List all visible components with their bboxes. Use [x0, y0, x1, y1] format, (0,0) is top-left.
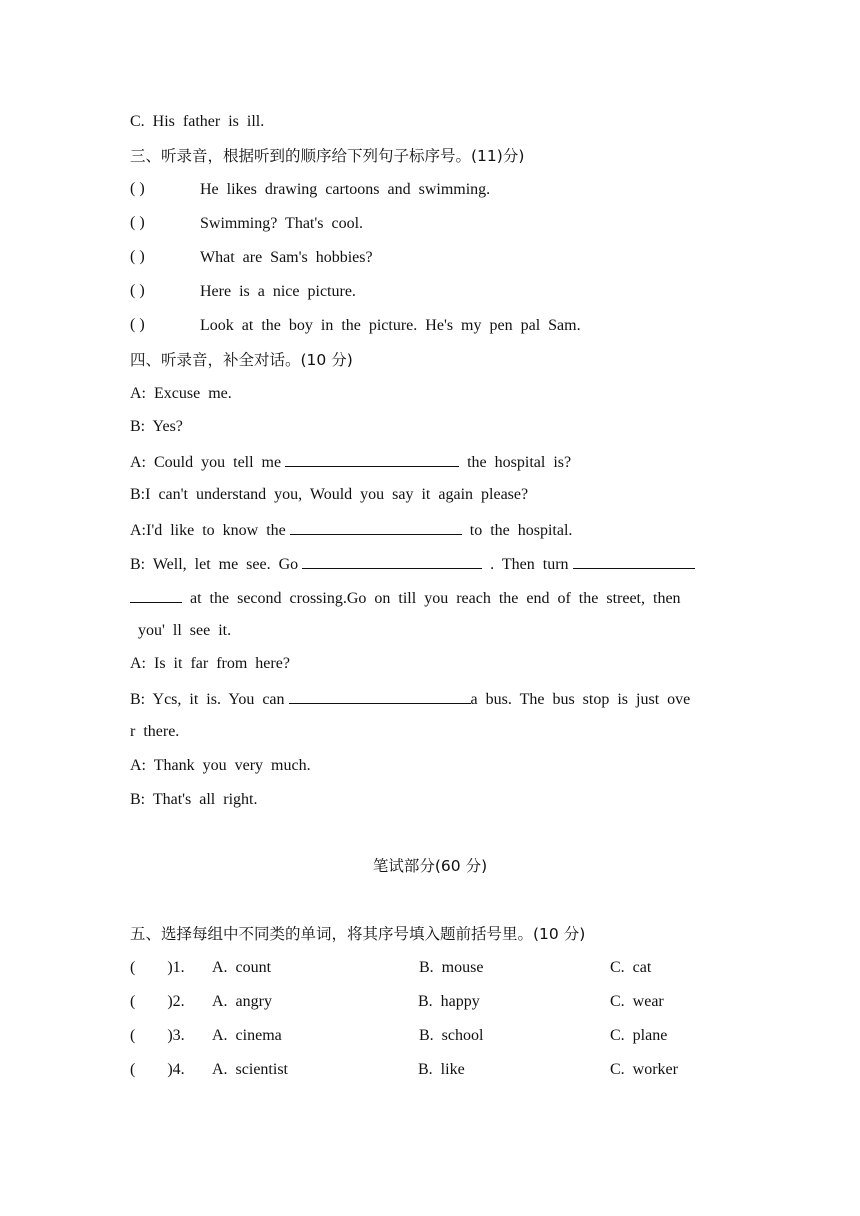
dialogue-line: A: Excuse me.: [130, 385, 232, 402]
sentence-text: What are Sam's hobbies?: [200, 249, 373, 266]
answer-paren[interactable]: ( ): [130, 180, 145, 197]
sentence-text: Swimming? That's cool.: [200, 215, 364, 232]
dialogue-line: A: Is it far from here?: [130, 655, 290, 672]
section4-heading: 四、听录音，补全对话。(10 分): [130, 351, 353, 369]
option-b: B. mouse: [419, 959, 484, 976]
option-a: A. angry: [212, 993, 272, 1010]
dialogue-line: B:I can't understand you, Would you say it again please?: [130, 486, 529, 503]
option-a: A. scientist: [212, 1061, 288, 1078]
dialogue-line: r there.: [130, 723, 180, 740]
option-a: A. cinema: [212, 1027, 282, 1044]
option-c: C. cat: [610, 959, 652, 976]
section5-heading: 五、选择每组中不同类的单词，将其序号填入题前括号里。(10 分): [130, 925, 586, 943]
sentence-text: Look at the boy in the picture. He's my pen pal Sam.: [200, 317, 581, 334]
answer-paren[interactable]: ( )1.: [130, 959, 185, 976]
option-c: C. worker: [610, 1061, 678, 1078]
dialogue-line: B: Well, let me see. Go . Then turn: [130, 553, 695, 575]
answer-paren[interactable]: ( )2.: [130, 993, 185, 1010]
dialogue-line: A: Could you tell me the hospital is?: [130, 451, 571, 473]
answer-paren[interactable]: ( )3.: [130, 1027, 185, 1044]
section3-heading: 三、听录音，根据听到的顺序给下列句子标序号。(11)分): [130, 147, 525, 165]
dialogue-line: A:I'd like to know the to the hospital.: [130, 519, 572, 541]
fill-blank[interactable]: [302, 553, 482, 569]
fill-blank[interactable]: [290, 519, 462, 535]
answer-paren[interactable]: ( ): [130, 316, 145, 333]
option-c: C. plane: [610, 1027, 668, 1044]
fill-blank[interactable]: [285, 451, 459, 467]
sentence-text: He likes drawing cartoons and swimming.: [200, 181, 491, 198]
answer-paren[interactable]: ( ): [130, 214, 145, 231]
sentence-text: Here is a nice picture.: [200, 283, 356, 300]
option-c-line: C. His father is ill.: [130, 113, 265, 130]
option-b: B. school: [419, 1027, 484, 1044]
dialogue-line: at the second crossing.Go on till you reach the end of the street, then: [130, 587, 681, 609]
dialogue-line: B: Ycs, it is. You can a bus. The bus stop is just ove: [130, 688, 690, 710]
option-b: B. like: [418, 1061, 465, 1078]
dialogue-line: B: Yes?: [130, 418, 183, 435]
option-a: A. count: [212, 959, 272, 976]
fill-blank[interactable]: [573, 553, 695, 569]
dialogue-line: you' ll see it.: [138, 622, 232, 639]
option-c: C. wear: [610, 993, 664, 1010]
fill-blank[interactable]: [289, 688, 471, 704]
answer-paren[interactable]: ( ): [130, 282, 145, 299]
dialogue-line: A: Thank you very much.: [130, 757, 311, 774]
fill-blank[interactable]: [130, 587, 182, 603]
answer-paren[interactable]: ( )4.: [130, 1061, 185, 1078]
answer-paren[interactable]: ( ): [130, 248, 145, 265]
dialogue-line: B: That's all right.: [130, 791, 258, 808]
option-b: B. happy: [418, 993, 480, 1010]
written-part-title: 笔试部分(60 分): [372, 857, 488, 875]
